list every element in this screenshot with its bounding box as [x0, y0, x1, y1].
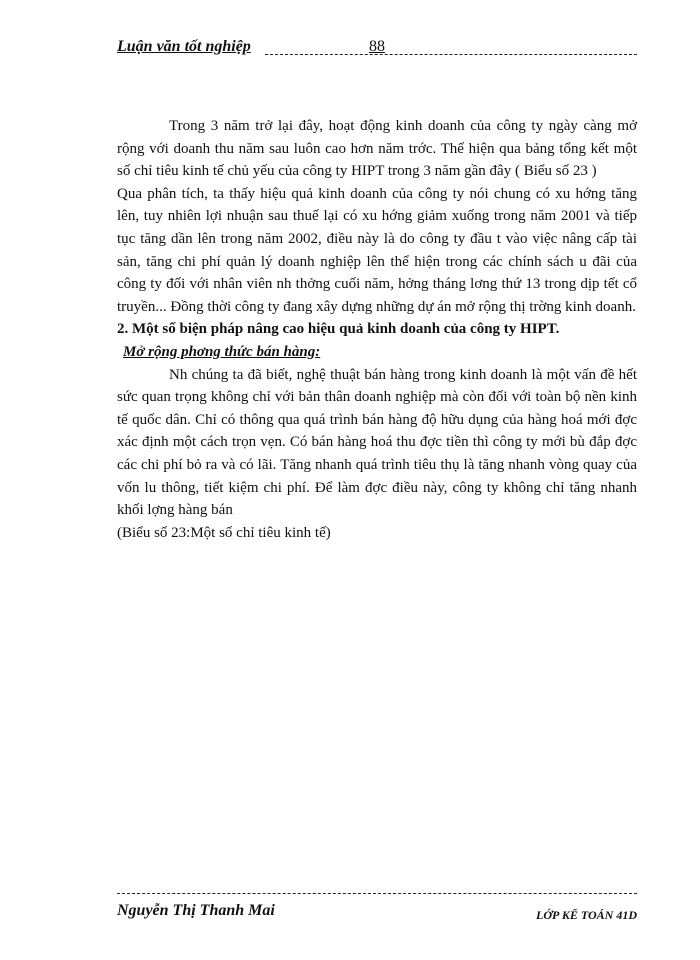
- paragraph-analysis: Qua phân tích, ta thấy hiệu quả kinh doanh của công ty nói chung có xu hớng tăng lên, tuy nhiên lợi nhuận sau thuế lại có xu hớng giảm xuống trong năm 2001 và tiếp tục tăng dần lên trong năm 2002, điều này là do công ty đầu t vào việc nâng cấp tài sản, tăng chi phí quản lý doanh nghiệp lên thể hiện trong các chính sách u đãi của công ty đối với nhân viên nh thởng cuối năm, hởng tháng lơng thứ 13 trong dịp tết cổ truyền... Đồng thời công ty đang xây dựng những dự án mở rộng thị trờng kinh doanh.: [117, 185, 637, 315]
- header-rule: [265, 54, 637, 55]
- page-header: [117, 38, 637, 62]
- section-heading: 2. Một số biện pháp nâng cao hiệu quả kinh doanh của công ty HIPT.: [117, 321, 560, 338]
- paragraph-intro: Trong 3 năm trở lại đây, hoạt động kinh doanh của công ty ngày càng mở rộng với doanh thu năm sau luôn cao hơn năm trớc. Thể hiện qua bảng tổng kết một số chỉ tiêu kinh tế chủ yếu của công ty HIPT trong 3 năm gần đây ( Biểu số 23 ): [117, 118, 637, 180]
- page-number: 88: [369, 38, 385, 55]
- subsection-heading: Mở rộng phơng thức bán hàng:: [123, 343, 321, 360]
- footer-author: Nguyễn Thị Thanh Mai: [117, 902, 275, 919]
- footer-rule: [117, 893, 637, 894]
- table-caption: (Biểu số 23:Một số chỉ tiêu kinh tế): [117, 524, 331, 541]
- footer-class-label: LỚP KẾ TOÁN 41D: [535, 908, 637, 922]
- header-title: Luận văn tốt nghiệp: [117, 38, 251, 55]
- paragraph-sales: Nh chúng ta đã biết, nghệ thuật bán hàng trong kinh doanh là một vấn đề hết sức quan trọng không chỉ với bản thân doanh nghiệp mà còn đối với toàn bộ nền kinh tế quốc dân. Chỉ có thông qua quá trình bán hàng độ hữu dụng của hàng hoá mới đợc xác định một cách trọn vẹn. Có bán hàng hoá thu đợc tiền thì công ty mới bù đắp đợc các chi phí bỏ ra và có lãi. Tăng nhanh quá trình tiêu thụ là tăng nhanh vòng quay của vốn lu thông, tiết kiệm chi phí. Để làm đợc điều này, công ty không chỉ tăng nhanh khối lợng hàng bán: [117, 366, 637, 519]
- page-body: [117, 115, 637, 544]
- subsection-heading-wrap: [117, 341, 637, 364]
